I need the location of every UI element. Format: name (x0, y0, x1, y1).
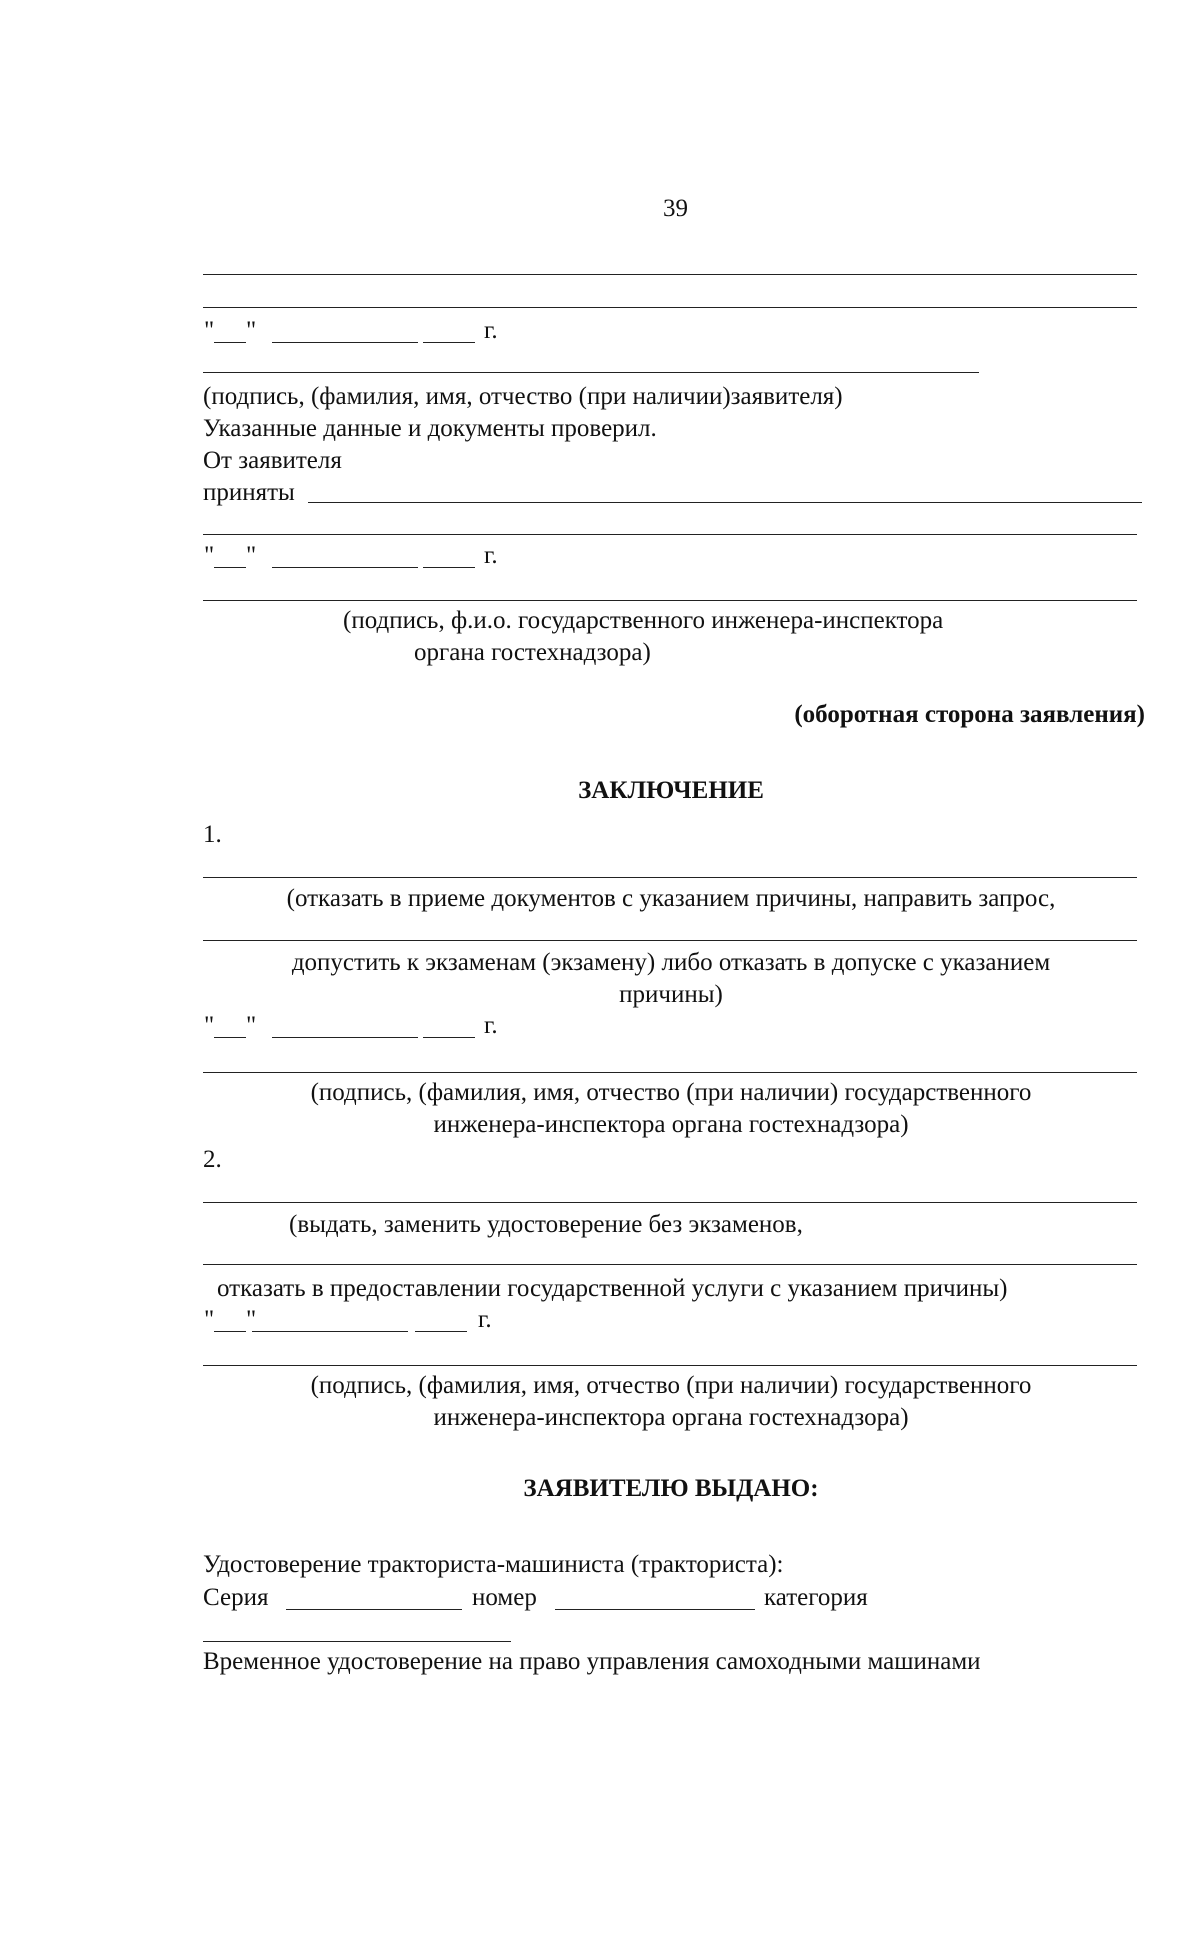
blank-line (203, 274, 1137, 275)
series-line (286, 1609, 462, 1610)
item-2-caption-2: отказать в предоставлении государственной услуги с указанием причины) (217, 1275, 1008, 1302)
documents-checked-text: Указанные данные и документы проверил. (203, 415, 657, 442)
inspector-signature-caption-1: (подпись, ф.и.о. государственного инженера-инспектора (343, 607, 944, 634)
date-month-line (272, 1037, 418, 1038)
page-number: 39 (663, 195, 688, 222)
date-day-line (214, 567, 246, 568)
applicant-signature-caption: (подпись, (фамилия, имя, отчество (при наличии)заявителя) (203, 383, 843, 410)
category-line (203, 1641, 511, 1642)
signature-line (203, 372, 979, 373)
series-label: Серия (203, 1584, 269, 1611)
blank-line (203, 1202, 1137, 1203)
signature-line (203, 1365, 1137, 1366)
blank-line (203, 877, 1137, 878)
blank-line (203, 940, 1137, 941)
year-abbrev: г. (484, 317, 498, 344)
quote-close: " (246, 1012, 257, 1039)
year-abbrev: г. (478, 1306, 492, 1333)
date-day-line (214, 1037, 246, 1038)
reverse-side-label: (оборотная сторона заявления) (794, 701, 1145, 728)
accepted-text: приняты (203, 479, 295, 506)
date-day-line (214, 342, 246, 343)
number-line (555, 1609, 755, 1610)
accepted-line (308, 502, 1142, 503)
category-label: категория (764, 1584, 868, 1611)
item-1-number: 1. (203, 821, 222, 848)
quote-close: " (246, 1306, 257, 1333)
date-month-line (252, 1331, 408, 1332)
item-1-caption-3: причины) (619, 981, 723, 1008)
year-abbrev: г. (484, 542, 498, 569)
date-year-line (423, 1037, 475, 1038)
date-year-line (423, 567, 475, 568)
quote-open: " (204, 317, 215, 344)
conclusion-heading: ЗАКЛЮЧЕНИЕ (578, 777, 764, 804)
item-1-caption-2: допустить к экзаменам (экзамену) либо отказать в допуске с указанием (291, 949, 1051, 976)
from-applicant-text: От заявителя (203, 447, 342, 474)
item-1-caption-1: (отказать в приеме документов с указанием причины, направить запрос, (286, 885, 1056, 912)
item-2-signature-caption-2: инженера-инспектора органа гостехнадзора) (433, 1404, 909, 1431)
quote-open: " (204, 1306, 215, 1333)
certificate-text: Удостоверение тракториста-машиниста (тракториста): (203, 1551, 784, 1578)
issued-heading: ЗАЯВИТЕЛЮ ВЫДАНО: (523, 1475, 819, 1502)
signature-line (203, 1072, 1137, 1073)
date-month-line (272, 342, 418, 343)
conclusion-signature-caption-1: (подпись, (фамилия, имя, отчество (при наличии) государственного (310, 1079, 1032, 1106)
blank-line (203, 307, 1137, 308)
signature-line (203, 600, 1137, 601)
quote-close: " (246, 542, 257, 569)
item-2-caption-1: (выдать, заменить удостоверение без экзаменов, (289, 1211, 803, 1238)
year-abbrev: г. (484, 1012, 498, 1039)
temporary-certificate-text: Временное удостоверение на право управления самоходными машинами (203, 1648, 981, 1675)
inspector-signature-caption-2: органа гостехнадзора) (414, 639, 651, 666)
date-year-line (415, 1331, 467, 1332)
blank-line (203, 1264, 1137, 1265)
quote-open: " (204, 542, 215, 569)
number-label: номер (472, 1584, 537, 1611)
item-2-number: 2. (203, 1146, 222, 1173)
item-2-signature-caption-1: (подпись, (фамилия, имя, отчество (при наличии) государственного (310, 1372, 1032, 1399)
quote-close: " (246, 317, 257, 344)
date-year-line (423, 342, 475, 343)
date-month-line (272, 567, 418, 568)
date-day-line (214, 1331, 246, 1332)
blank-line (203, 534, 1137, 535)
conclusion-signature-caption-2: инженера-инспектора органа гостехнадзора) (433, 1111, 909, 1138)
quote-open: " (204, 1012, 215, 1039)
